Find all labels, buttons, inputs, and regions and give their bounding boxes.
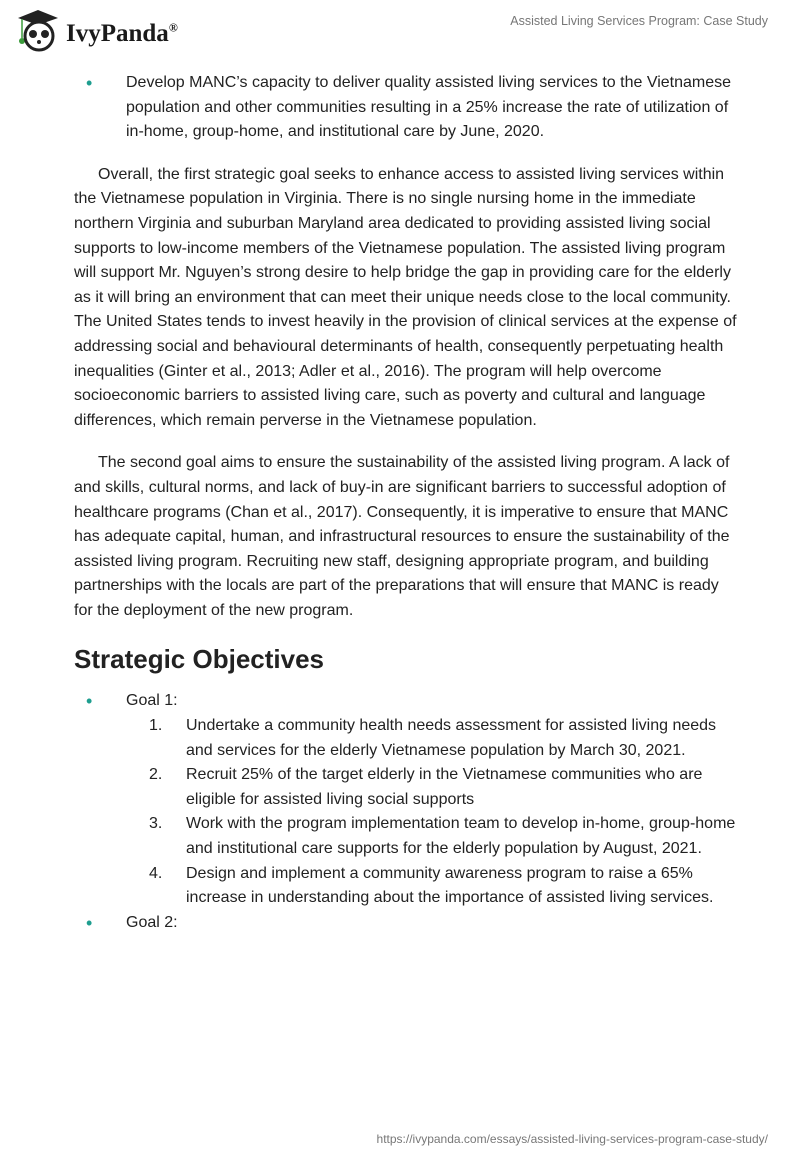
- objective-item: 2. Recruit 25% of the target elderly in the Vietnamese communities who are eligible for assisted living social supports: [149, 766, 703, 808]
- paragraph: Overall, the first strategic goal seeks to enhance access to assisted living services within the Vietnamese population in Virginia. There is no single nursing home in the immediate northern Virginia and suburban Maryland area dedicated to providing assisted living social supports to low-income members of the Vietnamese population. The assisted living program will support Mr. Nguyen’s strong desire to help bridge the gap in providing care for the elderly as it will bring an environment that can meet their unique needs close to the local community. The United States tends to invest heavily in the provision of clinical services at the expense of addressing social and behavioural determinants of health, consequently perpetuating health inequalities (Ginter et al., 2013; Adler et al., 2016). The program will help overcome socioeconomic barriers to assisted living care, such as poverty and cultural and language differences, which remain perverse in the Vietnamese population.: [74, 165, 737, 429]
- bullet-icon: •: [86, 73, 93, 93]
- brand-name: IvyPanda®: [66, 20, 178, 47]
- bullet-icon: •: [86, 691, 93, 712]
- intro-list: [74, 71, 738, 145]
- bullet-icon: •: [86, 912, 93, 933]
- goals-list: [74, 689, 738, 935]
- paragraph: The second goal aims to ensure the sustainability of the assisted living program. A lack of and skills, cultural norms, and lack of buy-in are significant barriers to successful adoption of healthcare programs (Chan et al., 2017). Consequently, it is imperative to ensure that MANC has adequate capital, human, and infrastructural resources to ensure the sustainability of the assisted living program. Recruiting new staff, designing appropriate program, and building partnerships with the locals are part of the preparations that will ensure that MANC is ready for the deployment of the new program.: [74, 454, 730, 619]
- section-heading: Strategic Objectives: [74, 644, 324, 675]
- panda-logo-icon: [14, 8, 60, 52]
- source-url[interactable]: https://ivypanda.com/essays/assisted-living-services-program-case-study/: [376, 1132, 768, 1146]
- goal-item: • Goal 2:: [74, 911, 738, 936]
- list-item: • Develop MANC’s capacity to deliver quality assisted living services to the Vietnamese population and other communities resulting in a 25% increase the rate of utilization of in-home, group-home, and institutional care by June, 2020.: [86, 73, 732, 141]
- objectives-list: [126, 714, 738, 911]
- goal-item: • Goal 1: 1. Undertake a community health needs assessment for assisted living needs and services for the elderly Vietnamese population by March 30, 2021. 2. Recruit 25% of the target elderly in the Vietnamese communities who are eligible for assisted living social supports 3. Work with the program implementation team to develop in-home, group-home and institutional care supports for the elderly population by August, 2021. 4. Design and implement a community awareness program to raise a 65% increase in understanding about the importance of assisted living services.: [74, 689, 738, 910]
- ivypanda-logo[interactable]: [14, 8, 178, 52]
- objective-item: 4. Design and implement a community awareness program to raise a 65% increase in understanding about the importance of assisted living services.: [149, 864, 714, 907]
- document-title: Assisted Living Services Program: Case Study: [510, 14, 768, 28]
- objective-item: 1. Undertake a community health needs assessment for assisted living needs and services for the elderly Vietnamese population by March 30, 2021.: [149, 717, 717, 759]
- article-body: [74, 71, 738, 953]
- objective-item: 3. Work with the program implementation team to develop in-home, group-home and institutional care supports for the elderly population by August, 2021.: [149, 815, 736, 858]
